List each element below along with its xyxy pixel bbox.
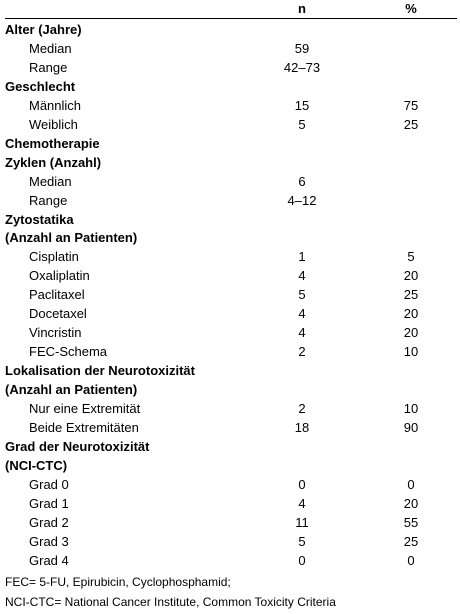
cell-percent: 90 bbox=[403, 419, 419, 435]
row-label: Grad 1 bbox=[29, 495, 69, 511]
row-label: Beide Extremitäten bbox=[29, 419, 139, 435]
table-row bbox=[5, 362, 457, 380]
row-section-label: Chemotherapie bbox=[5, 135, 100, 151]
table-row bbox=[5, 381, 457, 399]
table-row bbox=[5, 267, 457, 285]
row-label: Weiblich bbox=[29, 116, 78, 132]
row-label: Grad 2 bbox=[29, 514, 69, 530]
cell-percent: 20 bbox=[403, 268, 419, 284]
row-label: FEC-Schema bbox=[29, 344, 108, 360]
table-row bbox=[5, 135, 457, 153]
row-label: Grad 0 bbox=[29, 476, 69, 492]
row-label: Grad 4 bbox=[29, 552, 69, 568]
cell-n: 6 bbox=[298, 173, 306, 189]
table-row bbox=[5, 59, 457, 77]
row-section-label: Alter (Jahre) bbox=[5, 22, 82, 37]
table-row bbox=[5, 476, 457, 494]
row-label: Paclitaxel bbox=[29, 287, 85, 303]
cell-n: 0 bbox=[298, 476, 306, 492]
table-row bbox=[5, 400, 457, 418]
cell-n: 0 bbox=[298, 552, 306, 568]
table-row bbox=[5, 229, 457, 247]
cell-n: 4 bbox=[298, 306, 306, 322]
cell-n: 5 bbox=[298, 287, 306, 303]
row-label: Nur eine Extremität bbox=[29, 401, 141, 416]
row-label: Range bbox=[29, 192, 68, 208]
row-label: Cisplatin bbox=[29, 249, 79, 265]
row-section-label: Geschlecht bbox=[5, 78, 76, 94]
table-row bbox=[5, 78, 457, 96]
table-row bbox=[5, 438, 457, 456]
table-row bbox=[5, 40, 457, 58]
footnote-nci-ctc: NCI-CTC= National Cancer Institute, Common Toxicity Criteria bbox=[5, 595, 336, 609]
table-row bbox=[5, 248, 457, 266]
cell-n: 59 bbox=[294, 40, 310, 56]
cell-percent: 10 bbox=[403, 344, 419, 360]
cell-percent: 20 bbox=[403, 325, 419, 341]
table-header-row bbox=[5, 0, 457, 18]
row-label: Median bbox=[29, 173, 72, 189]
cell-percent: 25 bbox=[403, 533, 419, 549]
row-section-label: Lokalisation der Neurotoxizität bbox=[5, 363, 195, 379]
table-row bbox=[5, 533, 457, 551]
cell-percent: 25 bbox=[403, 287, 419, 303]
cell-percent: 0 bbox=[407, 552, 415, 568]
table-row bbox=[5, 192, 457, 210]
row-section-label: (NCI-CTC) bbox=[5, 457, 68, 473]
cell-percent: 55 bbox=[403, 514, 419, 530]
table-row bbox=[5, 419, 457, 437]
row-label: Range bbox=[29, 59, 68, 75]
row-section-label: (Anzahl an Patienten) bbox=[5, 382, 138, 398]
cell-n: 4 bbox=[298, 495, 306, 511]
row-label: Grad 3 bbox=[29, 533, 69, 549]
table-row bbox=[5, 495, 457, 513]
header-n: n bbox=[298, 1, 306, 16]
row-section-label: Zytostatika bbox=[5, 211, 74, 227]
table-row bbox=[5, 305, 457, 323]
cell-percent: 0 bbox=[407, 476, 415, 492]
cell-n: 5 bbox=[298, 116, 306, 132]
cell-percent: 20 bbox=[403, 306, 419, 322]
cell-n: 11 bbox=[295, 514, 309, 530]
cell-percent: 75 bbox=[403, 97, 419, 113]
cell-n: 5 bbox=[298, 533, 306, 549]
row-label: Vincristin bbox=[29, 325, 82, 341]
cell-percent: 25 bbox=[403, 116, 419, 132]
cell-n: 15 bbox=[294, 97, 310, 113]
cell-n: 4 bbox=[298, 268, 306, 284]
cell-percent: 10 bbox=[403, 401, 419, 416]
row-label: Oxaliplatin bbox=[29, 268, 90, 284]
table-row bbox=[5, 97, 457, 115]
cell-n: 4 bbox=[298, 325, 306, 341]
cell-n: 1 bbox=[298, 249, 306, 265]
cell-n: 18 bbox=[294, 419, 310, 435]
row-label: Docetaxel bbox=[29, 306, 87, 322]
cell-n: 4–12 bbox=[287, 192, 317, 208]
row-section-label: (Anzahl an Patienten) bbox=[5, 230, 138, 246]
cell-percent: 20 bbox=[403, 495, 419, 511]
row-label: Median bbox=[29, 40, 72, 56]
cell-n: 2 bbox=[298, 401, 306, 416]
cell-n: 2 bbox=[298, 344, 306, 360]
row-section-label: Grad der Neurotoxizität bbox=[5, 438, 150, 454]
cell-n: 42–73 bbox=[283, 59, 321, 75]
table-row bbox=[5, 154, 457, 172]
table-row bbox=[5, 286, 457, 304]
table-row bbox=[5, 457, 457, 475]
table-row bbox=[5, 211, 457, 229]
table-row bbox=[5, 116, 457, 134]
footnote-fec: FEC= 5-FU, Epirubicin, Cyclophosphamid; bbox=[5, 575, 231, 589]
header-percent: % bbox=[405, 1, 417, 16]
table-row bbox=[5, 552, 457, 570]
cell-percent: 5 bbox=[407, 249, 415, 265]
table-row bbox=[5, 324, 457, 342]
header-divider bbox=[5, 18, 457, 19]
table-row bbox=[5, 343, 457, 361]
table-row bbox=[5, 514, 457, 532]
row-label: Männlich bbox=[29, 97, 82, 113]
table-row bbox=[5, 21, 457, 39]
table-row bbox=[5, 173, 457, 191]
row-section-label: Zyklen (Anzahl) bbox=[5, 154, 102, 170]
